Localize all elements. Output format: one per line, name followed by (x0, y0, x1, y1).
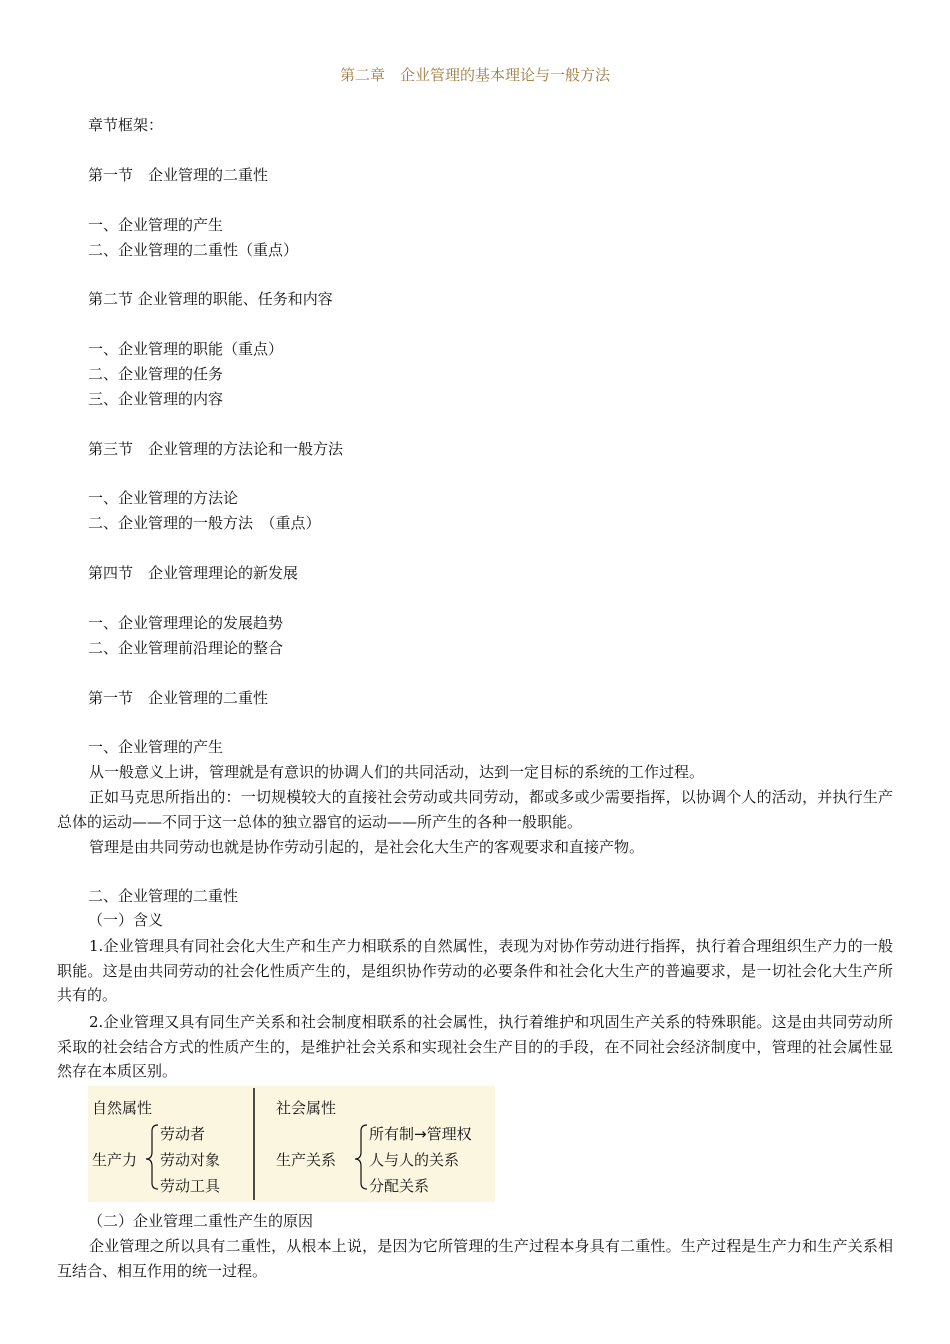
natural-attribute-header: 自然属性 (92, 1099, 153, 1117)
outline-item: 一、企业管理理论的发展趋势 (88, 614, 284, 632)
right-item: 所有制→管理权 (369, 1125, 472, 1143)
outline-section-4-title: 第四节 企业管理理论的新发展 (88, 564, 299, 582)
paragraph: 正如马克思所指出的：一切规模较大的直接社会劳动或共同劳动，都或多或少需要指挥，以协调个人的活动，并执行生产总体的运动——不同于这一总体的独立器官的运动——所产生的各种一般职能。 (57, 788, 893, 831)
outline-item: 一、企业管理的方法论 (88, 489, 239, 507)
left-item: 劳动工具 (160, 1177, 221, 1195)
outline-item: 一、企业管理的职能（重点） (88, 340, 284, 358)
left-item: 劳动对象 (160, 1151, 221, 1169)
paragraph: 企业管理之所以具有二重性，从根本上说，是因为它所管理的生产过程本身具有二重性。生产过程是生产力和生产关系相互结合、相互作用的统一过程。 (57, 1237, 893, 1280)
right-brace (355, 1125, 367, 1189)
part-heading: 一、企业管理的产生 (88, 738, 224, 756)
left-item: 劳动者 (160, 1125, 206, 1143)
outline-item: 二、企业管理前沿理论的整合 (88, 639, 284, 657)
social-attribute-header: 社会属性 (276, 1099, 337, 1117)
paragraph: 管理是由共同劳动也就是协作劳动引起的，是社会化大生产的客观要求和直接产物。 (89, 838, 645, 856)
outline-item: 一、企业管理的产生 (88, 216, 224, 234)
right-item: 分配关系 (369, 1177, 430, 1195)
production-relations-label: 生产关系 (276, 1151, 337, 1169)
outline-item: 二、企业管理的二重性（重点） (88, 241, 299, 259)
right-item: 人与人的关系 (369, 1151, 460, 1169)
outline-section-3-title: 第三节 企业管理的方法论和一般方法 (88, 440, 344, 458)
section-title: 第一节 企业管理的二重性 (88, 689, 269, 707)
part-heading: 二、企业管理的二重性 (88, 887, 239, 905)
outline-item: 二、企业管理的一般方法 （重点） (88, 514, 321, 532)
duality-diagram (88, 1086, 495, 1202)
framework-label: 章节框架： (88, 116, 164, 134)
paragraph: 1.企业管理具有同社会化大生产和生产力相联系的自然属性，表现为对协作劳动进行指挥，执行着合理组织生产力的一般职能。这是由共同劳动的社会化性质产生的，是组织协作劳动的必要条件和社会化大生产的普遍要求，是一切社会化大生产所共有的。 (57, 937, 893, 1004)
left-brace (146, 1125, 158, 1189)
outline-section-1-title: 第一节 企业管理的二重性 (88, 166, 269, 184)
outline-item: 三、企业管理的内容 (88, 390, 224, 408)
subheading: （一）含义 (88, 911, 164, 929)
productivity-label: 生产力 (92, 1151, 138, 1169)
subheading: （二）企业管理二重性产生的原因 (88, 1212, 314, 1230)
chapter-title: 第二章 企业管理的基本理论与一般方法 (339, 66, 610, 84)
paragraph: 2.企业管理又具有同生产关系和社会制度相联系的社会属性，执行着维护和巩固生产关系的特殊职能。这是由共同劳动所采取的社会结合方式的性质产生的，是维护社会关系和实现社会生产目的的手段，在不同社会经济制度中，管理的社会属性显然存在本质区别。 (57, 1013, 893, 1080)
paragraph: 从一般意义上讲，管理就是有意识的协调人们的共同活动，达到一定目标的系统的工作过程。 (89, 763, 705, 781)
outline-section-2-title: 第二节 企业管理的职能、任务和内容 (88, 290, 333, 308)
outline-item: 二、企业管理的任务 (88, 365, 224, 383)
